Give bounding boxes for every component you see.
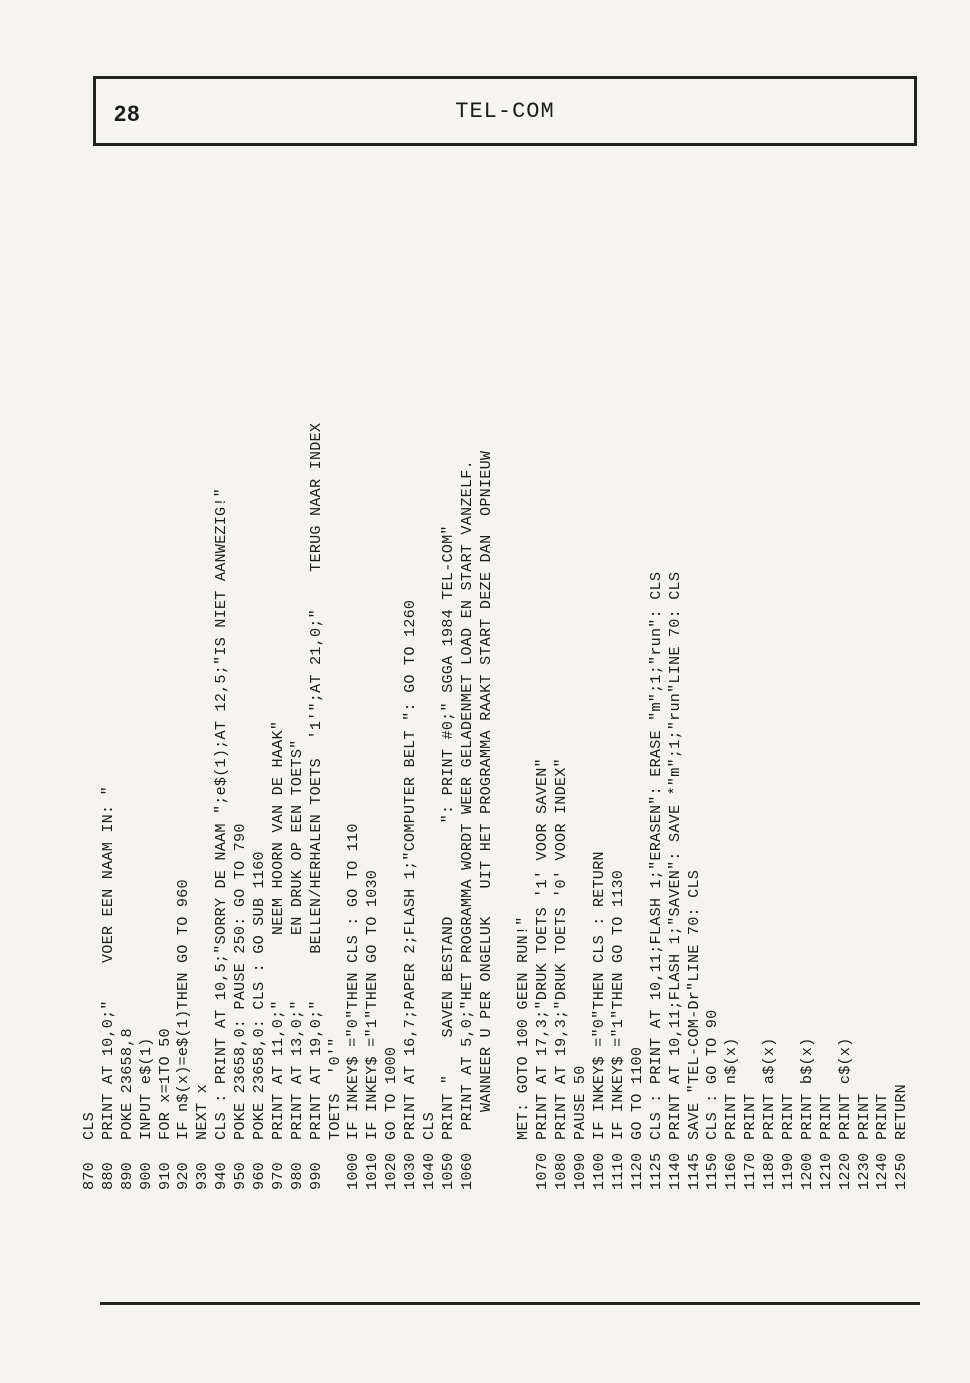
line-number: 1190 [778,1152,797,1190]
code-line [288,190,307,1190]
line-number: 1180 [760,1152,779,1190]
line-number: 1250 [892,1152,911,1190]
code-line [363,190,382,1190]
code-line [892,190,911,1190]
line-number: 1210 [816,1152,835,1190]
line-code: PRINT AT 16,7;PAPER 2;FLASH 1;"COMPUTER BELT ": GO TO 1260 [401,599,420,1140]
line-number: 900 [136,1162,155,1190]
line-number: 1230 [854,1152,873,1190]
code-line [193,190,212,1190]
code-line [873,190,892,1190]
line-number: 1200 [797,1152,816,1190]
line-number: 890 [117,1162,136,1190]
line-number: 870 [80,1162,98,1190]
line-code: PRINT b$(x) [797,1037,816,1140]
line-code: CLS : PRINT AT 10,5;"SORRY DE NAAM ";e$(1);AT 12,5;"IS NIET AANWEZIG!" [212,488,231,1140]
code-line [855,190,874,1190]
line-number: 1060 [457,1152,476,1190]
line-code: IF INKEY$ ="0"THEN CLS : GO TO 110 [344,823,363,1140]
line-code: PRINT AT 17,3;"DRUK TOETS '1' VOOR SAVEN" [533,758,552,1140]
line-number: 1010 [363,1152,382,1190]
line-code: POKE 23658,0: PAUSE 250: GO TO 790 [231,823,250,1140]
line-number: 1000 [344,1152,363,1190]
line-code: PRINT a$(x) [760,1037,779,1140]
line-number: 1150 [703,1152,722,1190]
line-code: PRINT c$(x) [835,1037,854,1140]
code-line [439,190,458,1190]
line-code: CLS : PRINT AT 10,11;FLASH 1;"ERASEN": ERASE "m";1;"run": CLS [646,571,665,1140]
line-code: RETURN [892,1084,911,1140]
line-number: 1080 [552,1152,571,1190]
line-number: 1145 [684,1152,703,1190]
line-code: WANNEER U PER ONGELUK UIT HET PROGRAMMA RAAKT START DEZE DAN OPNIEUW [476,450,495,1140]
line-number: 910 [155,1162,174,1190]
code-line [514,190,533,1190]
line-number: 970 [268,1162,287,1190]
line-code: IF n$(x)=e$(1)THEN GO TO 960 [174,879,193,1140]
line-code: POKE 23658,8 [117,1028,136,1140]
line-number: 880 [98,1162,117,1190]
line-code: PRINT [778,1093,797,1140]
line-number: 1020 [382,1152,401,1190]
code-line [137,190,156,1190]
line-code: PRINT [816,1093,835,1140]
code-line [552,190,571,1190]
code-line [722,190,741,1190]
line-number: 1240 [873,1152,892,1190]
line-code: PRINT AT 19,0;" BELLEN/HERHALEN TOETS '1'";AT 21,0;" TERUG NAAR INDEX [306,422,325,1140]
code-line [250,190,269,1190]
code-line [307,190,326,1190]
line-code: PRINT AT 11,0;" NEEM HOORN VAN DE HAAK" [268,720,287,1140]
line-code: INPUT e$(1) [136,1037,155,1140]
code-line [477,190,496,1190]
code-line [741,190,760,1190]
code-line [798,190,817,1190]
line-number: 1070 [533,1152,552,1190]
line-number: 940 [212,1162,231,1190]
line-number: 930 [193,1162,212,1190]
code-line [118,190,137,1190]
code-line [269,190,288,1190]
code-line [533,190,552,1190]
code-line [836,190,855,1190]
line-code: PRINT [741,1093,760,1140]
code-line [628,190,647,1190]
code-line [685,190,704,1190]
program-listing [80,190,911,1190]
line-code: POKE 23658,0: CLS : GO SUB 1160 [250,851,269,1140]
code-line [590,190,609,1190]
line-number: 1100 [590,1152,609,1190]
code-line [99,190,118,1190]
line-number: 1120 [627,1152,646,1190]
line-code: PRINT AT 10,11;FLASH 1;"SAVEN": SAVE *"m";1;"run"LINE 70: CLS [665,571,684,1140]
line-number: 1040 [420,1152,439,1190]
code-line [609,190,628,1190]
code-line [817,190,836,1190]
line-code: GO TO 1000 [382,1046,401,1140]
line-code: PRINT AT 5,0;"HET PROGRAMMA WORDT WEER GELADENMET LOAD EN START VANZELF. [457,460,476,1140]
line-code: FOR x=1TO 50 [155,1028,174,1140]
code-line [174,190,193,1190]
line-code: SAVE "TEL-COM-Dr"LINE 70: CLS [684,869,703,1140]
code-line [458,190,477,1190]
code-line [80,190,99,1190]
line-code: PRINT AT 19,3;"DRUK TOETS '0' VOOR INDEX" [552,758,571,1140]
line-number: 1050 [438,1152,457,1190]
line-number: 1160 [722,1152,741,1190]
line-code: TOETS '0'" [325,1037,344,1140]
line-number: 1110 [608,1152,627,1190]
code-line [382,190,401,1190]
line-code: PRINT n$(x) [722,1037,741,1140]
code-line [420,190,439,1190]
line-number: 950 [231,1162,250,1190]
line-code: PRINT [873,1093,892,1140]
line-number: 1220 [835,1152,854,1190]
code-line [231,190,250,1190]
code-line [496,190,515,1190]
code-line [571,190,590,1190]
line-number: 920 [174,1162,193,1190]
line-number: 960 [250,1162,269,1190]
line-number: 1125 [646,1152,665,1190]
line-code: PRINT AT 13,0;" EN DRUK OP EEN TOETS" [287,739,306,1140]
line-code: CLS [420,1112,439,1140]
page-header [93,76,917,146]
code-line [156,190,175,1190]
line-code: IF INKEY$ ="0"THEN CLS : RETURN [590,851,609,1140]
code-lines [80,190,911,1190]
code-line [760,190,779,1190]
line-code: MET: GOTO 100 GEEN RUN!" [514,916,533,1140]
line-code: IF INKEY$ ="1"THEN GO TO 1130 [608,869,627,1140]
line-code: GO TO 1100 [627,1046,646,1140]
line-code: PRINT [854,1093,873,1140]
code-line [401,190,420,1190]
page-number: 28 [114,101,141,126]
code-line [326,190,345,1190]
code-line [647,190,666,1190]
code-line [666,190,685,1190]
line-code: IF INKEY$ ="1"THEN GO TO 1030 [363,869,382,1140]
code-line [212,190,231,1190]
line-code: PRINT " SAVEN BESTAND ": PRINT #0;" SGGA 1984 TEL-COM" [438,525,457,1140]
code-line [703,190,722,1190]
code-line [344,190,363,1190]
line-code: CLS [80,1112,98,1140]
line-code: PAUSE 50 [571,1065,590,1140]
line-number: 1090 [571,1152,590,1190]
line-code: CLS : GO TO 90 [703,1009,722,1140]
line-code: PRINT AT 10,0;" VOER EEN NAAM IN: " [98,786,117,1140]
code-line [779,190,798,1190]
line-code: NEXT x [193,1084,212,1140]
line-number: 1170 [741,1152,760,1190]
footer-rule [100,1302,920,1305]
line-number: 990 [306,1162,325,1190]
page-title: TEL-COM [455,99,555,124]
line-number: 1030 [401,1152,420,1190]
line-number: 980 [287,1162,306,1190]
line-number: 1140 [665,1152,684,1190]
